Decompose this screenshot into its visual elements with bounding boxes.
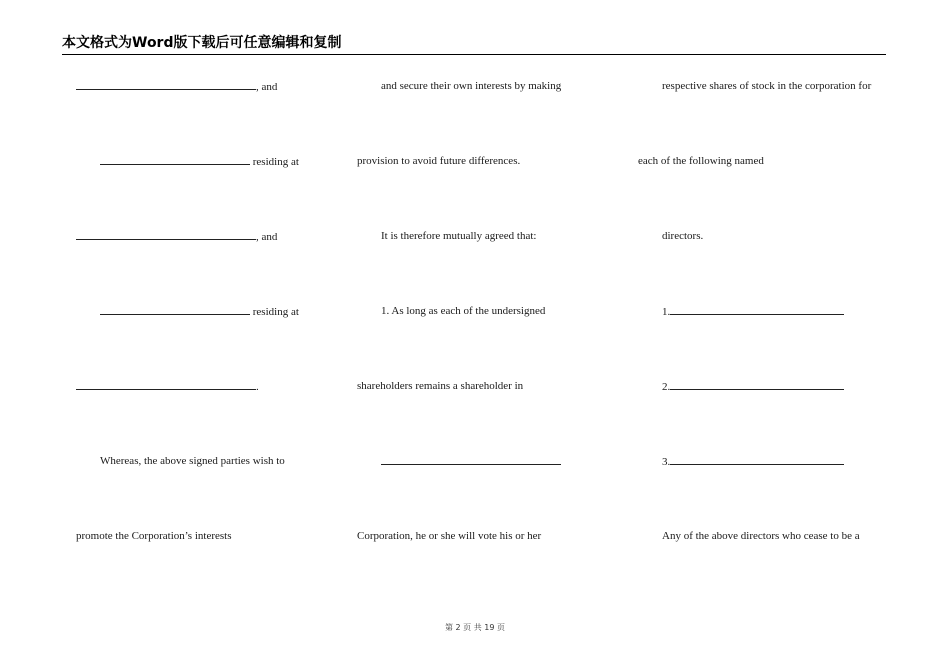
blank-field [76,378,256,390]
line-text: directors. [662,230,704,242]
blank-field [76,78,256,90]
line-text: Corporation, he or she will vote his or her [357,530,542,542]
column-right [638,78,898,578]
line-text: , and [256,231,278,243]
line-text: Any of the above directors who cease to be a [662,530,860,542]
line-text: It is therefore mutually agreed that: [381,230,537,242]
line-text: promote the Corporation’s interests [76,530,232,542]
line-text: . [256,381,259,393]
line-text: shareholders remains a shareholder in [357,380,524,392]
line-text: residing at [252,306,299,318]
blank-field [670,303,844,315]
text-line [357,303,617,378]
director-number: 1. [662,306,671,318]
header-title: 本文格式为Word版下载后可任意编辑和复制 [62,35,342,51]
page-footer [0,622,950,633]
text-line [638,378,898,453]
text-line [638,303,898,378]
line-text: and secure their own interests by making [381,80,562,92]
text-line [638,78,898,153]
text-line [638,528,898,603]
text-line [76,153,336,228]
blank-field [100,153,250,165]
blank-field [100,303,250,315]
document-header [62,34,886,55]
text-line [638,453,898,528]
blank-field [76,228,256,240]
director-number: 3. [662,456,671,468]
text-line [76,228,336,303]
column-left [76,78,336,578]
text-line [76,378,336,453]
line-text: provision to avoid future differences. [357,155,521,167]
text-line [638,228,898,303]
blank-field [670,453,844,465]
line-text: Whereas, the above signed parties wish to [100,455,285,467]
page-number: 第 2 页 共 19 页 [445,623,505,632]
column-middle [357,78,617,578]
text-line [357,453,617,528]
text-line [638,153,898,228]
text-line [357,78,617,153]
blank-field [670,378,844,390]
director-number: 2. [662,381,671,393]
line-text: respective shares of stock in the corporation for [662,80,872,92]
blank-field [381,453,561,465]
text-line [76,453,336,528]
line-text: , and [256,81,278,93]
text-line [357,378,617,453]
text-line [357,153,617,228]
text-line [76,528,336,603]
text-line [76,78,336,153]
line-text: residing at [252,156,299,168]
line-text: 1. As long as each of the undersigned [381,305,546,317]
text-line [76,303,336,378]
text-line [357,528,617,603]
text-line [357,228,617,303]
line-text: each of the following named [638,155,764,167]
